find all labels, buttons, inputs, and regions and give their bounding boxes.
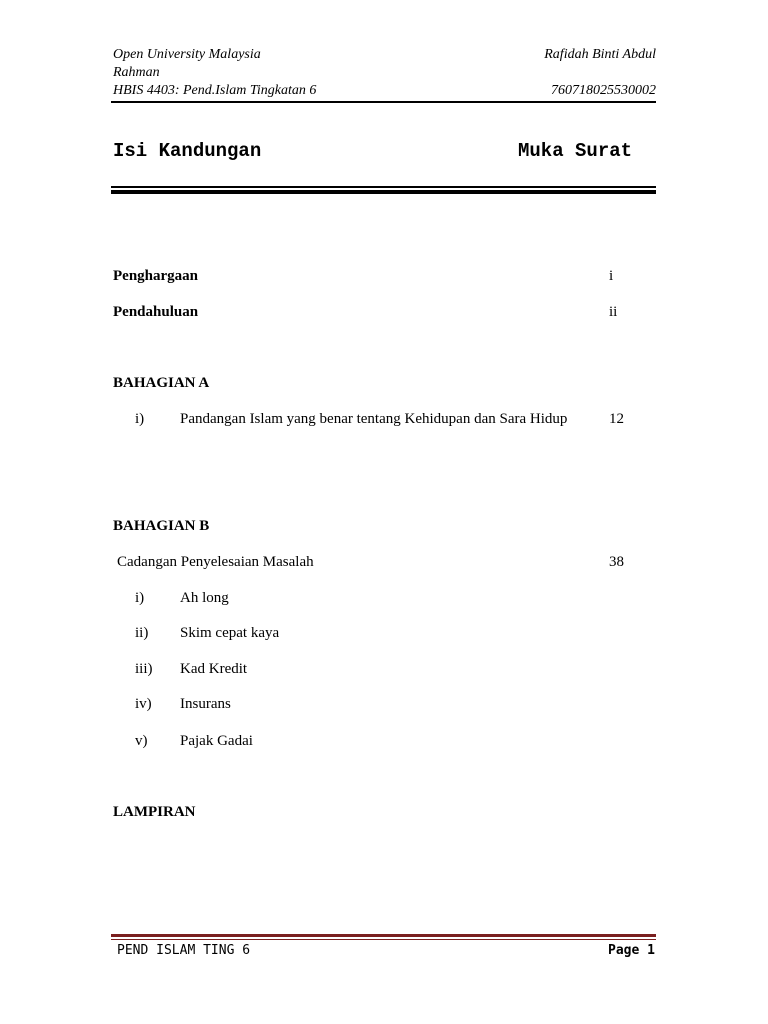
header-institution-line2: Rahman xyxy=(113,65,160,80)
page-column-title: Muka Surat xyxy=(518,140,633,162)
toc-entry-pendahuluan: Pendahuluan xyxy=(113,304,199,320)
footer-rule-bottom xyxy=(111,939,656,940)
toc-item-label: Ah long xyxy=(180,590,229,606)
footer-course: PEND ISLAM TING 6 xyxy=(117,943,251,958)
header-student-id: 760718025530002 xyxy=(551,83,656,98)
section-heading-bahagian-a: BAHAGIAN A xyxy=(113,375,210,391)
toc-item-number: ii) xyxy=(135,625,149,641)
toc-item-label: Kad Kredit xyxy=(180,661,248,677)
toc-item-number: i) xyxy=(135,590,145,606)
toc-item-page: 12 xyxy=(609,411,624,427)
toc-item-number: iv) xyxy=(135,696,152,712)
toc-item-label: Insurans xyxy=(180,696,231,712)
footer-page-number: Page 1 xyxy=(608,943,655,958)
toc-page-penghargaan: i xyxy=(609,268,614,284)
toc-item-label: Pajak Gadai xyxy=(180,733,253,749)
header-institution-line1: Open University Malaysia xyxy=(113,47,261,62)
toc-item-label: Pandangan Islam yang benar tentang Kehidupan dan Sara Hidup xyxy=(180,411,568,427)
toc-item-number: v) xyxy=(135,733,148,749)
title-rule-top xyxy=(111,186,656,188)
toc-entry-penghargaan: Penghargaan xyxy=(113,268,199,284)
toc-entry-cadangan: Cadangan Penyelesaian Masalah xyxy=(117,554,314,570)
header-course: HBIS 4403: Pend.Islam Tingkatan 6 xyxy=(113,83,317,98)
toc-item-label: Skim cepat kaya xyxy=(180,625,280,641)
toc-item-number: iii) xyxy=(135,661,153,677)
title-rule-bottom xyxy=(111,190,656,194)
footer-rule-top xyxy=(111,934,656,937)
header-author: Rafidah Binti Abdul xyxy=(544,47,656,62)
toc-title: Isi Kandungan xyxy=(113,140,262,162)
toc-page-cadangan: 38 xyxy=(609,554,624,570)
header-rule xyxy=(111,101,656,103)
section-heading-bahagian-b: BAHAGIAN B xyxy=(113,518,210,534)
toc-page-pendahuluan: ii xyxy=(609,304,618,320)
section-heading-lampiran: LAMPIRAN xyxy=(113,804,196,820)
toc-item-number: i) xyxy=(135,411,145,427)
